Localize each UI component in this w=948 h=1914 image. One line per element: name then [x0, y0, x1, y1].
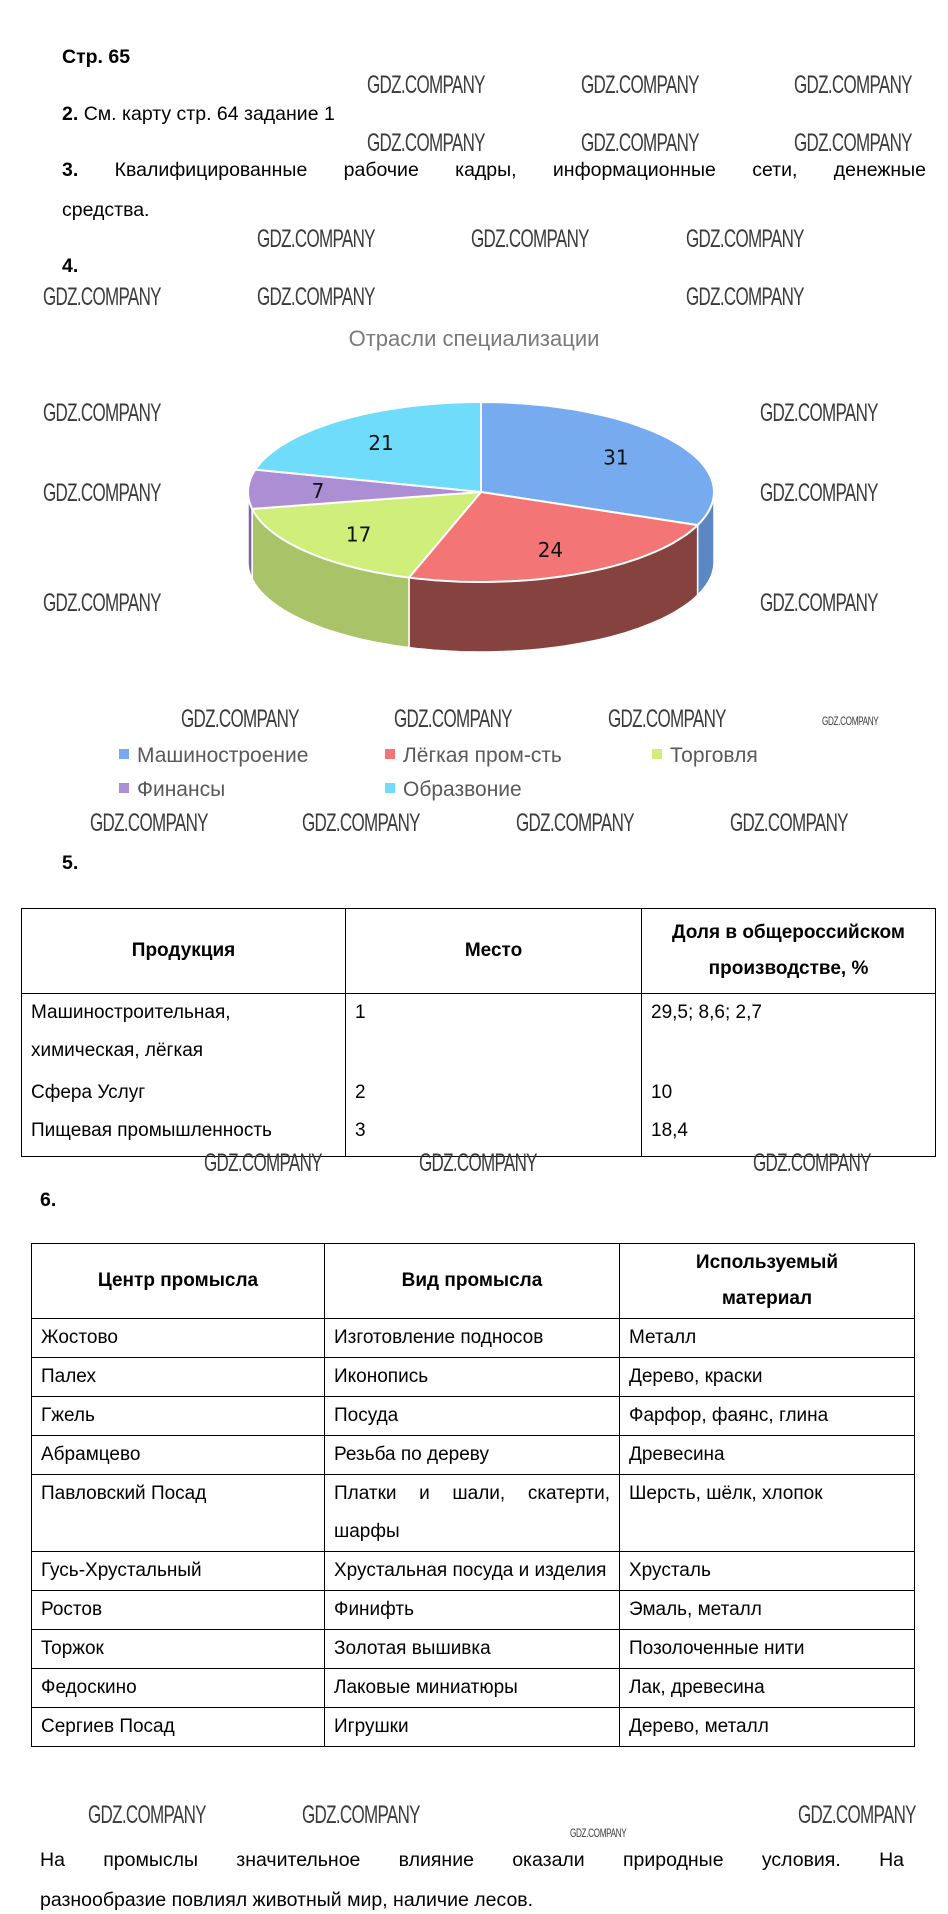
item-text-line1: Квалифицированные рабочие кадры, информационные сети, денежные: [114, 159, 927, 181]
cell: Машиностроительная, химическая, лёгкая: [22, 994, 346, 1075]
cell: Дерево, краски: [620, 1358, 915, 1397]
header-center: Центр промысла: [32, 1244, 325, 1319]
header-share: Доля в общероссийском производстве, %: [642, 909, 936, 994]
watermark: GDZ.COMPANY: [181, 705, 299, 733]
watermark: GDZ.COMPANY: [608, 705, 726, 733]
watermark: GDZ.COMPANY: [90, 809, 208, 837]
conclusion: [40, 1848, 904, 1912]
cell: Федоскино: [32, 1669, 325, 1708]
watermark: GDZ.COMPANY: [794, 71, 912, 99]
cell: Позолоченные нити: [620, 1630, 915, 1669]
watermark: GDZ.COMPANY: [794, 129, 912, 157]
table-row: [32, 1358, 915, 1397]
watermark: GDZ.COMPANY: [753, 1149, 871, 1177]
table-row: [32, 1436, 915, 1475]
legend-label: Лёгкая пром-сть: [403, 744, 562, 767]
cell: 2: [346, 1074, 642, 1112]
watermark-small: GDZ.COMPANY: [570, 1826, 627, 1840]
legend-swatch: [119, 783, 129, 793]
cell: Лак, древесина: [620, 1669, 915, 1708]
legend-item: [385, 744, 562, 768]
header-craft: Вид промысла: [325, 1244, 620, 1319]
item-text: См. карту стр. 64 задание 1: [83, 103, 335, 125]
cell: Платки и шали, скатерти, шарфы: [325, 1475, 620, 1552]
table-header-row: [32, 1244, 915, 1319]
legend-label: Образвоние: [403, 778, 522, 801]
table-row: [22, 1112, 936, 1157]
watermark: GDZ.COMPANY: [367, 71, 485, 99]
cell: Фарфор, фаянс, глина: [620, 1397, 915, 1436]
watermark: GDZ.COMPANY: [760, 589, 878, 617]
cell: Сергиев Посад: [32, 1708, 325, 1747]
legend-item: [652, 744, 758, 768]
item-text-line2: средства.: [62, 199, 150, 221]
cell: Сфера Услуг: [22, 1074, 346, 1112]
conclusion-line2: разнообразие повлиял животный мир, наличие лесов.: [40, 1889, 534, 1911]
cell: Игрушки: [325, 1708, 620, 1747]
table-row: [32, 1708, 915, 1747]
cell: Торжок: [32, 1630, 325, 1669]
header-place: Место: [346, 909, 642, 994]
table-row: [32, 1591, 915, 1630]
watermark: GDZ.COMPANY: [88, 1801, 206, 1829]
cell: Палех: [32, 1358, 325, 1397]
pie-data-label: 21: [368, 431, 394, 456]
watermark: GDZ.COMPANY: [798, 1801, 916, 1829]
cell: 29,5; 8,6; 2,7: [642, 994, 936, 1075]
item-4-number: 4.: [62, 255, 79, 277]
legend-label: Машиностроение: [137, 744, 309, 767]
cell: Ростов: [32, 1591, 325, 1630]
watermark: GDZ.COMPANY: [686, 225, 804, 253]
watermark: GDZ.COMPANY: [471, 225, 589, 253]
watermark: GDZ.COMPANY: [257, 225, 375, 253]
cell: 1: [346, 994, 642, 1075]
watermark: GDZ.COMPANY: [43, 479, 161, 507]
cell: Золотая вышивка: [325, 1630, 620, 1669]
cell: Абрамцево: [32, 1436, 325, 1475]
cell: 3: [346, 1112, 642, 1157]
item-number: 2.: [62, 103, 79, 125]
watermark: GDZ.COMPANY: [367, 129, 485, 157]
page-label: Стр. 65: [62, 46, 131, 68]
watermark: GDZ.COMPANY: [581, 71, 699, 99]
legend-swatch: [652, 749, 662, 759]
cell: 10: [642, 1074, 936, 1112]
watermark: GDZ.COMPANY: [302, 1801, 420, 1829]
cell: Пищевая промышленность: [22, 1112, 346, 1157]
watermark: GDZ.COMPANY: [516, 809, 634, 837]
chart-title: Отрасли специализации: [348, 326, 600, 351]
cell: Дерево, металл: [620, 1708, 915, 1747]
pie-data-label: 17: [345, 522, 372, 547]
item-2: [62, 102, 335, 126]
watermark-small: GDZ.COMPANY: [822, 714, 879, 728]
watermark: GDZ.COMPANY: [43, 399, 161, 427]
header-production: Продукция: [22, 909, 346, 994]
table-row: [32, 1397, 915, 1436]
pie-data-label: 31: [603, 445, 629, 470]
table-row: [32, 1552, 915, 1591]
cell: Павловский Посад: [32, 1475, 325, 1552]
item-6-number: 6.: [40, 1189, 57, 1211]
cell: Изготовление подносов: [325, 1319, 620, 1358]
table-row: [32, 1319, 915, 1358]
cell: Гжель: [32, 1397, 325, 1436]
legend-label: Торговля: [670, 744, 758, 767]
cell: Древесина: [620, 1436, 915, 1475]
table-row: [32, 1630, 915, 1669]
watermark: GDZ.COMPANY: [43, 283, 161, 311]
watermark: GDZ.COMPANY: [204, 1149, 322, 1177]
table-row: [32, 1669, 915, 1708]
table-row: [32, 1475, 915, 1552]
watermark: GDZ.COMPANY: [394, 705, 512, 733]
cell: Металл: [620, 1319, 915, 1358]
cell: Эмаль, металл: [620, 1591, 915, 1630]
cell: Лаковые миниатюры: [325, 1669, 620, 1708]
cell: Гусь-Хрустальный: [32, 1552, 325, 1591]
legend-swatch: [385, 783, 395, 793]
cell: Резьба по дереву: [325, 1436, 620, 1475]
watermark: GDZ.COMPANY: [302, 809, 420, 837]
item-5-number: 5.: [62, 852, 79, 874]
watermark: GDZ.COMPANY: [760, 399, 878, 427]
watermark: GDZ.COMPANY: [686, 283, 804, 311]
legend-swatch: [385, 749, 395, 759]
table-header-row: [22, 909, 936, 994]
watermark: GDZ.COMPANY: [581, 129, 699, 157]
cell: Шерсть, шёлк, хлопок: [620, 1475, 915, 1552]
watermark: GDZ.COMPANY: [43, 589, 161, 617]
production-table: [21, 908, 936, 1157]
watermark: GDZ.COMPANY: [257, 283, 375, 311]
conclusion-line1: На промыслы значительное влияние оказали природные условия. На: [40, 1849, 904, 1871]
item-number: 3.: [62, 159, 79, 181]
legend-label: Финансы: [137, 778, 226, 801]
legend-swatch: [119, 749, 129, 759]
header-material: Используемый материал: [620, 1244, 915, 1319]
table-row: [22, 994, 936, 1075]
cell: Хрустальная посуда и изделия: [325, 1552, 620, 1591]
cell: Жостово: [32, 1319, 325, 1358]
pie-chart: [0, 380, 948, 700]
legend-item: [119, 744, 308, 768]
cell: Иконопись: [325, 1358, 620, 1397]
table-row: [22, 1074, 936, 1112]
item-3: [62, 158, 926, 222]
watermark: GDZ.COMPANY: [730, 809, 848, 837]
crafts-table: [31, 1243, 915, 1747]
pie-data-label: 7: [311, 479, 325, 504]
cell: Хрусталь: [620, 1552, 915, 1591]
watermark: GDZ.COMPANY: [760, 479, 878, 507]
legend-item: [119, 778, 225, 802]
watermark: GDZ.COMPANY: [419, 1149, 537, 1177]
legend-item: [385, 778, 522, 802]
pie-data-label: 24: [537, 538, 564, 563]
cell: 18,4: [642, 1112, 936, 1157]
cell: Финифть: [325, 1591, 620, 1630]
cell: Посуда: [325, 1397, 620, 1436]
